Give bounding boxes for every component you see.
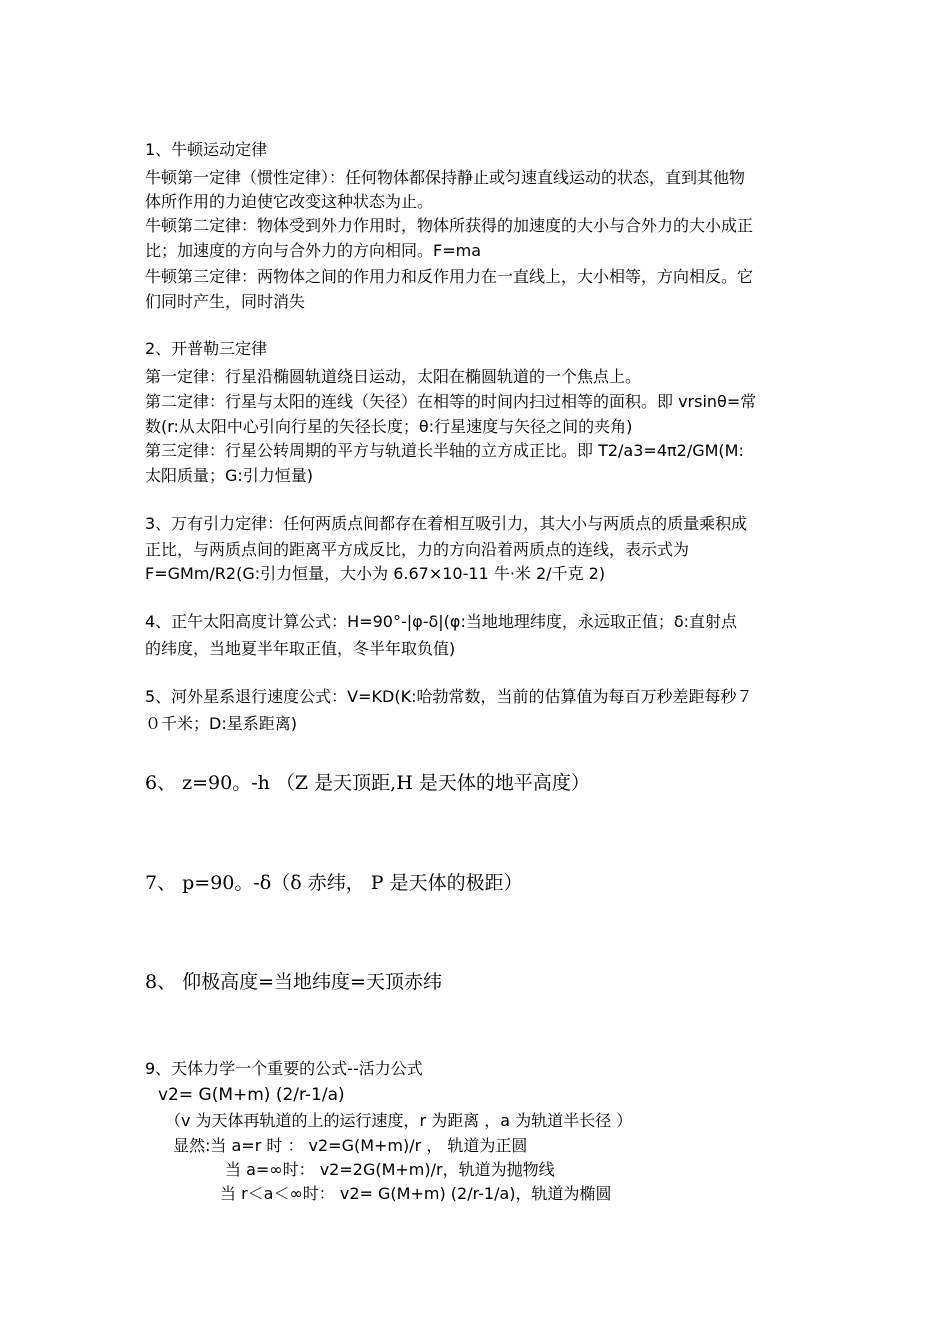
section-3-line-1: 3、万有引力定律：任何两质点间都存在着相互吸引力，其大小与两质点的质量乘积成 <box>145 514 748 533</box>
section-1-line-3: 牛顿第二定律：物体受到外力作用时，物体所获得的加速度的大小与合外力的大小成正 <box>145 216 754 235</box>
section-1-title: 1、牛顿运动定律 <box>145 140 268 159</box>
section-6-text: 6、 z=90。-h （Z 是天顶距,H 是天体的地平高度） <box>145 772 590 794</box>
section-5-line-1: 5、河外星系退行速度公式：V=KD(K:哈勃常数，当前的估算值为每百万秒差距每秒７ <box>145 687 753 706</box>
section-2-line-1: 第一定律：行星沿椭圆轨道绕日运动，太阳在椭圆轨道的一个焦点上。 <box>145 367 642 386</box>
section-9-case-1: 显然:当 a=r 时 ： v2=G(M+m)/r ， 轨道为正圆 <box>173 1136 528 1155</box>
section-1-line-1: 牛顿第一定律（惯性定律）：任何物体都保持静止或匀速直线运动的状态，直到其他物 <box>145 168 746 187</box>
section-4-line-2: 的纬度，当地夏半年取正值，冬半年取负值) <box>145 639 456 658</box>
section-2-line-5: 太阳质量；G:引力恒量) <box>145 466 314 485</box>
section-3-line-2: 正比，与两质点间的距离平方成反比，力的方向沿着两质点的连线，表示式为 <box>145 540 690 559</box>
section-9-formula: v2= G(M+m) (2/r-1/a) <box>158 1085 345 1105</box>
section-2-line-3: 数(r:从太阳中心引向行星的矢径长度；θ:行星速度与矢径之间的夹角) <box>145 417 633 436</box>
section-3-line-3: F=GMm/R2(G:引力恒量，大小为 6.67×10-11 牛·米 2/千克 2) <box>145 564 606 583</box>
section-2-line-4: 第三定律：行星公转周期的平方与轨道长半轴的立方成正比。即 T2/a3=4π2/GM(M: <box>145 441 744 460</box>
section-1-line-4: 比；加速度的方向与合外力的方向相同。F=ma <box>145 241 482 260</box>
section-9-title: 9、天体力学一个重要的公式--活力公式 <box>145 1059 423 1078</box>
section-9-note: （v 为天体再轨道的上的运行速度，r 为距离 ，a 为轨道半长径 ） <box>165 1111 633 1130</box>
section-1-line-5: 牛顿第三定律：两物体之间的作用力和反作用力在一直线上，大小相等，方向相反。它 <box>145 267 754 286</box>
section-1-line-2: 体所作用的力迫使它改变这种状态为止。 <box>145 192 434 211</box>
section-2-title: 2、开普勒三定律 <box>145 339 268 358</box>
section-5-line-2: ０千米；D:星系距离) <box>145 714 297 733</box>
section-9-case-2: 当 a=∞时： v2=2G(M+m)/r，轨道为抛物线 <box>225 1160 555 1179</box>
section-4-line-1: 4、正午太阳高度计算公式：H=90°-|φ-δ|(φ:当地地理纬度，永远取正值；δ:直射点 <box>145 612 738 631</box>
section-1-line-6: 们同时产生，同时消失 <box>145 292 306 311</box>
section-7-text: 7、 p=90。-δ（δ 赤纬， P 是天体的极距） <box>145 872 523 894</box>
section-2-line-2: 第二定律：行星与太阳的连线（矢径）在相等的时间内扫过相等的面积。即 vrsinθ=常 <box>145 392 757 411</box>
section-9-case-3: 当 r＜a＜∞时： v2= G(M+m) (2/r-1/a)，轨道为椭圆 <box>220 1184 612 1203</box>
section-8-text: 8、 仰极高度=当地纬度=天顶赤纬 <box>145 971 442 993</box>
